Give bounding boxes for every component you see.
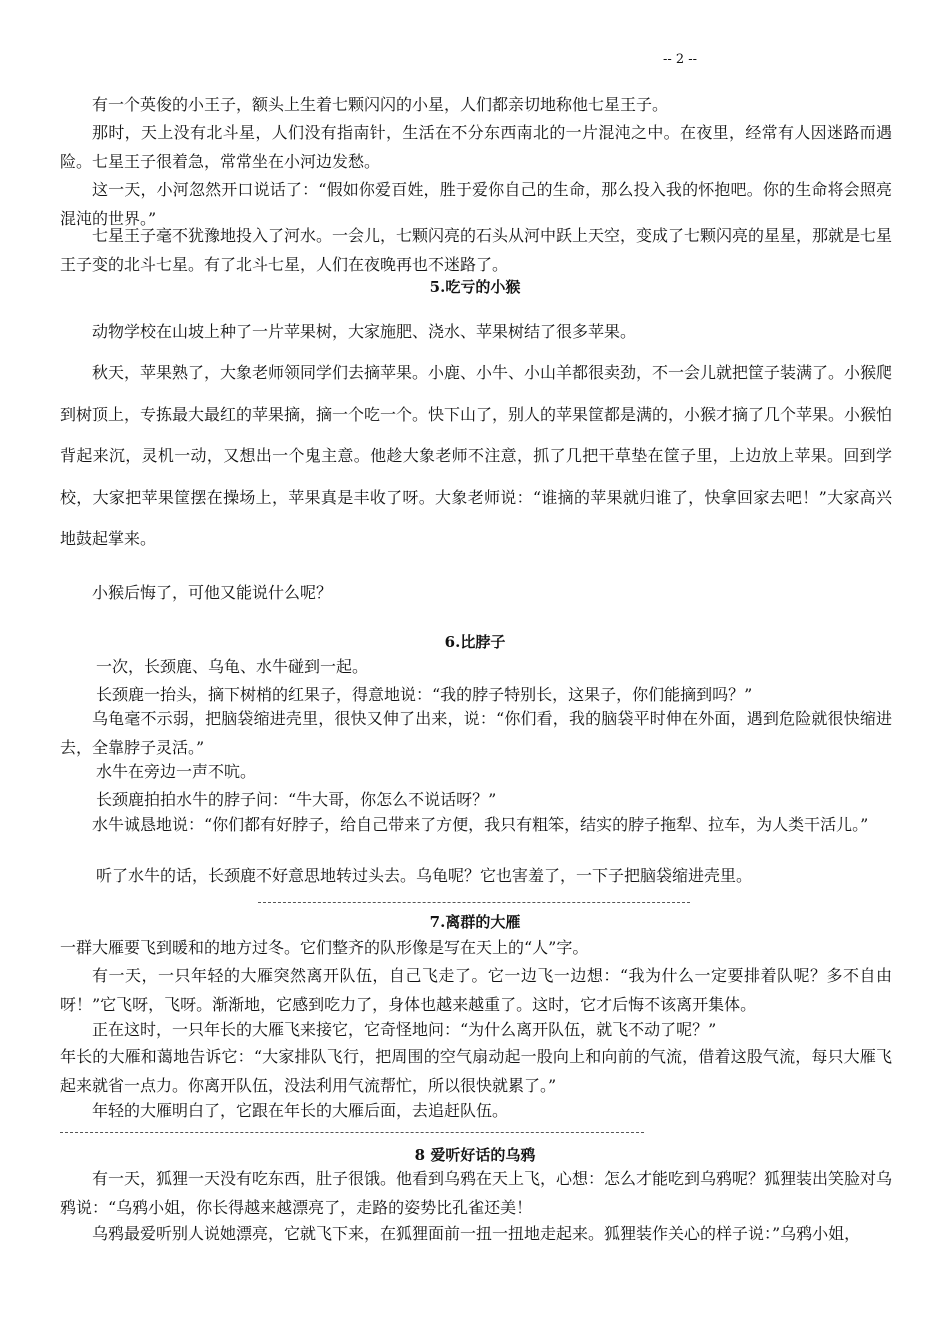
story4-paragraph-3: 这一天，小河忽然开口说话了：“假如你爱百姓，胜于爱你自己的生命，那么投入我的怀抱吧。你的生命将会照亮混沌的世界。” [60,180,892,228]
story7-paragraph-3: 正在这时，一只年长的大雁飞来接它，它奇怪地问：“为什么离开队伍，就飞不动了呢？” [92,1020,717,1039]
separator-line [258,902,690,903]
story7-title: 7.离群的大雁 [429,913,521,931]
story4-paragraph-2: 那时，天上没有北斗星，人们没有指南针，生活在不分东西南北的一片混沌之中。在夜里，经常有人因迷路而遇险。七星王子很着急，常常坐在小河边发愁。 [60,123,892,171]
story5-paragraph-3: 小猴后悔了，可他又能说什么呢？ [92,583,333,602]
page-number: -- 2 -- [662,52,698,67]
story5-paragraph-2: 秋天，苹果熟了，大象老师领同学们去摘苹果。小鹿、小牛、小山羊都很卖劲，不一会儿就把筐子装满了。小猴爬到树顶上，专拣最大最红的苹果摘，摘一个吃一个。快下山了，别人的苹果筐都是满的，小猴才摘了几个苹果。小猴怕背起来沉，灵机一动，又想出一个鬼主意。他趁大象老师不注意，抓了几把干草垫在筐子里，上边放上苹果。回到学校，大家把苹果筐摆在操场上，苹果真是丰收了呀。大象老师说：“谁摘的苹果就归谁了，快拿回家去吧！”大家高兴地鼓起掌来。 [60,363,893,548]
separator-line [60,1132,644,1133]
story8-paragraph-2: 乌鸦最爱听别人说她漂亮，它就飞下来，在狐狸面前一扭一扭地走起来。狐狸装作关心的样子说：”乌鸦小姐， [92,1224,861,1243]
story7-paragraph-5: 年轻的大雁明白了，它跟在年长的大雁后面，去追赶队伍。 [92,1101,509,1120]
story6-paragraph-5: 长颈鹿拍拍水牛的脖子问：“牛大哥，你怎么不说话呀？” [96,790,497,809]
story7-paragraph-2: 有一天，一只年轻的大雁突然离开队伍，自己飞走了。它一边飞一边想：“我为什么一定要排着队呢？多不自由呀！”它飞呀，飞呀。渐渐地，它感到吃力了，身体也越来越重了。这时，它才后悔不该离开集体。 [60,966,892,1014]
story6-paragraph-6: 水牛诚恳地说：“你们都有好脖子，给自己带来了方便，我只有粗笨，结实的脖子拖犁、拉车，为人类干活儿。” [92,815,869,834]
story6-paragraph-4: 水牛在旁边一声不吭。 [96,762,257,781]
story5-paragraph-1: 动物学校在山坡上种了一片苹果树，大家施肥、浇水、苹果树结了很多苹果。 [92,322,637,341]
story4-paragraph-4: 七星王子毫不犹豫地投入了河水。一会儿，七颗闪亮的石头从河中跃上天空，变成了七颗闪亮的星星，那就是七星王子变的北斗七星。有了北斗七星，人们在夜晚再也不迷路了。 [60,226,893,274]
story6-paragraph-2: 长颈鹿一抬头，摘下树梢的红果子，得意地说：“我的脖子特别长，这果子，你们能摘到吗？” [96,685,753,704]
story6-paragraph-3: 乌龟毫不示弱，把脑袋缩进壳里，很快又伸了出来，说：“你们看，我的脑袋平时伸在外面，遇到危险就很快缩进去，全靠脖子灵活。” [60,709,892,757]
story8-title: 8 爱听好话的乌鸦 [414,1146,536,1164]
story6-title: 6.比脖子 [444,633,506,651]
story4-paragraph-1: 有一个英俊的小王子，额头上生着七颗闪闪的小星，人们都亲切地称他七星王子。 [92,95,669,114]
story7-paragraph-4: 年长的大雁和蔼地告诉它：“大家排队飞行，把周围的空气扇动起一股向上和向前的气流，借着这股气流，每只大雁飞起来就省一点力。你离开队伍，没法利用气流帮忙，所以很快就累了。” [60,1047,892,1095]
story5-title: 5.吃亏的小猴 [429,278,521,296]
story6-paragraph-1: 一次，长颈鹿、乌龟、水牛碰到一起。 [96,657,369,676]
story8-paragraph-1: 有一天，狐狸一天没有吃东西，肚子很饿。他看到乌鸦在天上飞，心想：怎么才能吃到乌鸦呢？狐狸装出笑脸对乌鸦说：“乌鸦小姐，你长得越来越漂亮了，走路的姿势比孔雀还美！ [60,1169,893,1217]
story7-paragraph-1: 一群大雁要飞到暖和的地方过冬。它们整齐的队形像是写在天上的“人”字。 [60,938,589,957]
story6-paragraph-7: 听了水牛的话，长颈鹿不好意思地转过头去。乌龟呢？它也害羞了，一下子把脑袋缩进壳里。 [96,866,753,885]
